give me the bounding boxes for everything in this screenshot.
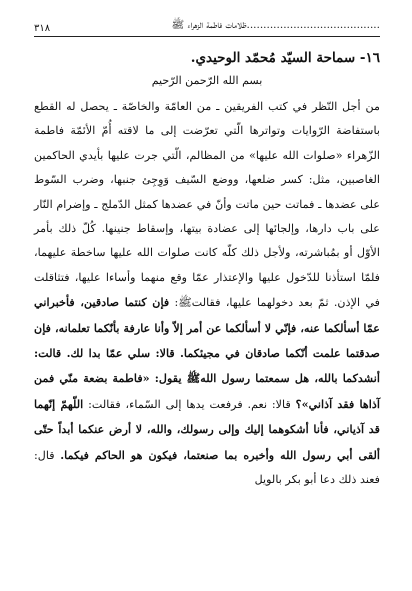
running-title: ........................................ظلامات فاطمة الزهراء ﷺ <box>171 19 380 31</box>
body-text <box>34 95 380 493</box>
section-heading: ١٦- سماحة السيّد مُحمّد الوحيدي. <box>190 50 380 66</box>
basmala: بسم الله الرّحمن الرّحيم <box>151 74 263 87</box>
page-header <box>34 18 380 37</box>
text-run: قال: فعند ذلك دعا أبو بكر بالويل <box>34 448 380 487</box>
text-run-bold: اللّهمّ إنّهما قد آذياني، فأنا أشكوهما إليك وإلى رسولك، والله، لا أرض عنكما أبداً حتّى ألقى أبي رسول الله وأخبره بما صنعتما، فيكون هو الحاكم فيكما. <box>34 396 380 462</box>
page-number: ٣١٨ <box>34 23 51 34</box>
text-run: من أجل النّظر في كتب الفريقين ـ من العامّة والخاصّة ـ يحصل له القطع باستفاضة الرّوايات وتواترها الّتي تعرّضت إلى ما لاقته أُمّ الأئمّة فاطمة الزّهراء «صلوات الله عليها» من المظالم، الّتي جرت عليها بأيدي الحاكمين الغاصبين، مثل: كسر ضلعها، ووضع السّيف وَوِجِئ جنبها، وضرب السّوط على عضدها ـ فماتت حين ماتت وأنّ في عضدها كمثل الدّملج ـ وإضرام النّار على باب دارها، وإلجائها إلى عضادة بيتها، وإسقاط جنينها. كُلّ ذلك بأمر الأوّل أو بمُباشرته، ولأجل ذلك كلّه كانت صلوات الله عليها ساخطة عليهما، فلمّا استأذنا للدّخول عليها والإعتذار عمّا وقع منهما وأساءا عليها، فتثاقلت في الإذن. ثمّ بعد دخولهما عليها، فقالتﷺ: <box>34 100 380 310</box>
text-run-bold: فإن كنتما صادقين، فأخبراني عمّا أسألكما عنه، فإنّي لا أسألكما عن أمر إلاّ وأنا عارفة بأنّكما تعلمانه، فإن صدقتما علمت أنّكما صادقان في مجيئكما. قالا: سلي عمّا بدا لك. قالت: أنشدكما بالله، هل سمعتما رسول اللهﷺ يقول: «فاطمة بضعة منّي فمن آذاها فقد آذاني»؟ <box>34 295 380 411</box>
paragraph <box>34 95 380 493</box>
text-run: قالا: نعم. فرفعت يدها إلى السّماء، فقالت: <box>83 397 296 411</box>
